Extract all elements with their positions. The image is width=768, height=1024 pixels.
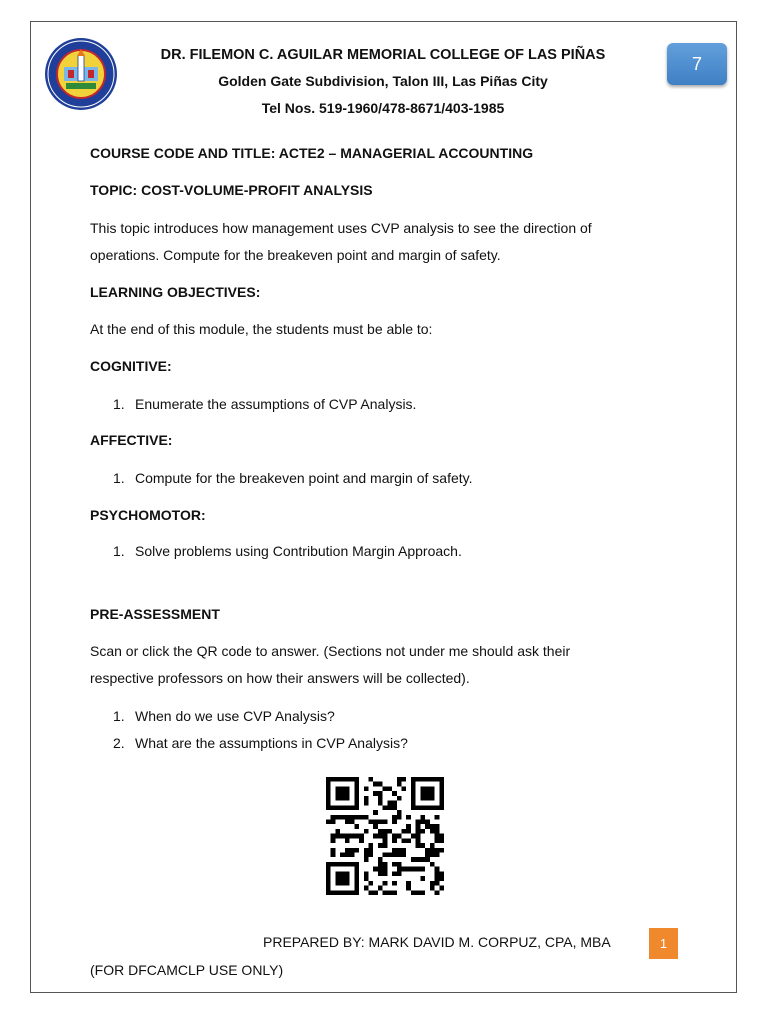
question-item: [113, 735, 408, 751]
question-text: When do we use CVP Analysis?: [135, 708, 335, 724]
list-item: [113, 396, 416, 412]
module-number-badge: 7: [667, 43, 727, 85]
question-text: What are the assumptions in CVP Analysis?: [135, 735, 408, 751]
topic-title: TOPIC: COST-VOLUME-PROFIT ANALYSIS: [90, 182, 373, 198]
learning-objectives-heading: LEARNING OBJECTIVES:: [90, 284, 261, 300]
objectives-lead: At the end of this module, the students must be able to:: [90, 321, 433, 337]
college-seal-logo: [44, 37, 118, 111]
list-number: 1.: [113, 708, 125, 724]
course-title: COURSE CODE AND TITLE: ACTE2 – MANAGERIAL ACCOUNTING: [90, 145, 534, 161]
psychomotor-heading: PSYCHOMOTOR:: [90, 507, 206, 523]
prepared-by: PREPARED BY: MARK DAVID M. CORPUZ, CPA, MBA: [263, 934, 611, 950]
question-item: [113, 708, 335, 724]
list-number: 1.: [113, 543, 125, 559]
intro-line-2: operations. Compute for the breakeven point and margin of safety.: [90, 247, 501, 263]
pre-assessment-line-2: respective professors on how their answers will be collected).: [90, 670, 470, 686]
college-name: DR. FILEMON C. AGUILAR MEMORIAL COLLEGE OF LAS PIÑAS: [160, 47, 606, 63]
pre-assessment-line-1: Scan or click the QR code to answer. (Sections not under me should ask their: [90, 643, 571, 659]
intro-line-1: This topic introduces how management uses CVP analysis to see the direction of: [90, 220, 592, 236]
use-only-note: (FOR DFCAMCLP USE ONLY): [90, 962, 284, 978]
qr-code[interactable]: [326, 777, 444, 895]
list-text: Enumerate the assumptions of CVP Analysis.: [135, 396, 417, 412]
page-number-badge: 1: [649, 928, 678, 959]
pre-assessment-heading: PRE-ASSESSMENT: [90, 606, 220, 622]
list-text: Compute for the breakeven point and margin of safety.: [135, 470, 473, 486]
college-address: Golden Gate Subdivision, Talon III, Las Piñas City: [218, 73, 548, 89]
list-number: 1.: [113, 396, 125, 412]
list-number: 1.: [113, 470, 125, 486]
cognitive-heading: COGNITIVE:: [90, 358, 172, 374]
college-phones: Tel Nos. 519-1960/478-8671/403-1985: [261, 100, 505, 116]
list-text: Solve problems using Contribution Margin Approach.: [135, 543, 462, 559]
affective-heading: AFFECTIVE:: [90, 432, 173, 448]
list-item: [113, 470, 473, 486]
list-item: [113, 543, 462, 559]
list-number: 2.: [113, 735, 125, 751]
